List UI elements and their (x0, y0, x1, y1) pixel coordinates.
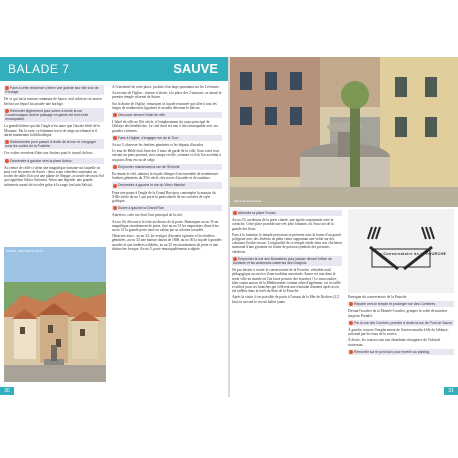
body-paragraph (112, 172, 222, 180)
route-instruction (348, 301, 454, 307)
paragraph-text: Découvrir devant l'hôtel de ville. (118, 113, 166, 118)
paragraph-text: Observez aussi : au no 34, les vestiges d'arcades ogivales et les fenêtres géminées, au no 32 une maison datant de 1868, au no 30 la façade à grandes arcades et aux fenêtres trilobées, au no 25 un encadrement de porte et une distinctive fresque. Au no 5, porte remarquablement sculptée. (112, 234, 222, 251)
right-page (230, 57, 458, 397)
route-instruction (348, 349, 454, 355)
paragraph-text: Emprunter la rue des Bonnetiers pour passer devant l'office de tourisme et les anciennes casernes des Dragons. (233, 256, 332, 266)
route-instruction (348, 320, 454, 326)
body-paragraph (112, 91, 222, 99)
left-page (0, 57, 228, 397)
town-title: SAUVE (173, 61, 218, 76)
paragraph-text: Descendre à gauche la rue du Vieux Marché. (118, 183, 186, 188)
body-paragraph (112, 143, 222, 147)
paragraph-text: Descendre à gauche vers la place Astruc. (10, 158, 73, 163)
body-paragraph (4, 151, 104, 155)
body-paragraph (112, 149, 222, 162)
paragraph-text: Par la rue des Combes, prendre à droite la rue de Pont de Sauve. (354, 320, 453, 325)
paragraph-text: Repartir vers le temple et prolonger rue des Cornières. (354, 302, 436, 307)
body-paragraph (4, 97, 104, 105)
route-instruction (4, 85, 104, 95)
paragraph-text: De ce qui fut la maison commune de Sauve, seul subsiste cet ancien beffroi sur lequel fut ajoutée une horloge. (4, 97, 102, 106)
route-instruction (4, 158, 104, 164)
body-paragraph (112, 234, 222, 251)
paragraph-text: Devant l'escalier de la Montée-Cavalier, grimper la volée de marches jusqu'au Portalet. (348, 309, 448, 318)
paragraph-text: Autrefois, cette rue était l'axe principal de la cité. (112, 213, 183, 218)
paragraph-text: Sur la droite de l'église, remarquer la façade restaurée qui offre à tous les étages de nombreuses figurines et arcades décorant le balcon. (112, 101, 217, 110)
paragraph-text: Ne pas hésiter à visiter le conservatoire de la Fourche, véritable outil pédagogique au service d'une tradition ancestrale. Sauve est non dans la seule ville au monde où l'on fasse pousser des fourches ! Le micocoulier, bien connu autour de la Méditerranée comme arbre d'agrément, est ici taillé et utilisé pour ses branches qui s'élèvent une trentaine d'années après avoir été taillées dans la forêt du Bois de la Fourche. (232, 268, 341, 294)
pin-icon (5, 159, 9, 163)
route-instruction (112, 112, 222, 118)
paragraph-text: À gauche, trouver l'emplacement de l'ancien moulin à blé de l'abbaye, actionné par les eaux de la source. (348, 328, 449, 337)
paragraph-text: Face à l'église, s'engager rue de la Tour. (118, 135, 179, 140)
paragraph-text: Redescendre pour passer à droite de la tour et s'engager sous les voûtes de la Fusterie. (5, 140, 96, 149)
book-spread (0, 57, 458, 397)
left-column-1 (4, 85, 104, 245)
paragraph-text: Après la visite, il est possible de partir à l'assaut de la Mer de Rochers (2,5 km) en suivant le circuit balisé jaune. (232, 295, 340, 304)
route-instruction (4, 139, 104, 149)
paragraph-text: Au no 10, au-dessus de la porte cintrée, une agrafe surprenante orne la corniche. Cette place possède une très jolie fontaine, où l'eau sort de la gueule des lions. (232, 218, 334, 231)
paragraph-text: Remonter sur le pont tous pour revenir au parking. (354, 349, 430, 354)
body-paragraph (348, 309, 454, 317)
paragraph-text: Au niveau de l'église : tourner à droite, à la place des 2 maisons, se situait le premier temple réformé de Sauve. (112, 91, 222, 100)
route-instruction (232, 256, 342, 266)
paragraph-text: Le tour de Hilde était l'une des 3 tours de garde de la ville. Sous votre tour existait un puits profond, avec rampe en tôle, ceinture et d'où l'on accédait à un point d'eau en cas de siège. (112, 149, 221, 162)
route-instruction (112, 182, 222, 188)
fourche-sign-photo (348, 209, 454, 293)
left-photo-caption: SAUVE, LES VIEUX TOITS (6, 249, 43, 253)
paragraph-text: Enseigne du conservatoire de la Fourche (348, 295, 407, 299)
right-column-2 (348, 295, 454, 395)
paragraph-text: À l'extrémité de cette place, profiter d'un large panorama sur les Cévennes. (112, 85, 220, 89)
body-paragraph (112, 85, 222, 89)
pin-icon (113, 206, 117, 210)
left-page-number: 30 (0, 387, 14, 395)
paragraph-text: Faire une pause à l'angle de la Grand Rue pour contempler la maison du XIIIe siècle du no 1 qui porte la particularité de ses croisées de style gothique. (112, 190, 216, 204)
body-paragraph (232, 268, 342, 293)
body-paragraph (4, 124, 104, 137)
body-paragraph (348, 295, 454, 299)
paragraph-text: En tenant le côté, admirer la façade lithique d'un ensemble de nombreuses fenêtres géminées du XVe siècle, des traces d'arcades et de rondeurs. (112, 172, 219, 181)
body-paragraph (4, 166, 104, 187)
pin-icon (349, 302, 353, 306)
body-paragraph (112, 120, 222, 133)
body-paragraph (232, 295, 342, 303)
paragraph-text: Ces voûtes servaient d'abri aux fustiers pour le travail du bois. (4, 151, 94, 156)
paragraph-text: Au no 46, découvrir la frise au-dessus de la porte. Remarquer au no 35 un magnifique encadrement de porte, face au no 33 les empreintes d'une frise, au no 31 la grande porte mise en valeur par sa colonne torsadée. (112, 219, 220, 233)
pin-icon (113, 184, 117, 188)
paragraph-text: Atteindre la place Florian. (238, 211, 277, 215)
paragraph-text: Face à cette résidence s'élève une grande tour dite tour de l'Horloge. (5, 86, 99, 95)
body-paragraph (112, 213, 222, 217)
pin-icon (113, 136, 117, 140)
right-column-1 (232, 210, 342, 392)
paragraph-text: Face à la fontaine, le temple protestant se présente sous la forme d'un grand polygone avec des fenêtres en plein cintre supportant une voûte sur des colonnes d'ordre toscan. L'originalité de ce temple réside dans son clocheton surmonté d'une girouette en forme de poisson symbole des premiers chrétiens. (232, 232, 342, 254)
paragraph-text: Au no 3, observer les fenêtres géminées et les départs d'arcades. (112, 143, 205, 148)
body-paragraph (112, 191, 222, 204)
paragraph-text: Remonter légèrement pour suivre à droite la rue Coudenousque dont le passage en galets est tout à fait remarquable. (5, 108, 88, 122)
village-photo (4, 247, 106, 382)
paragraph-text: La grande bâtisse qui fait l'angle n'est autre que l'ancien hôtel de la Monnaie. Par la suite, ce bâtiment servit de siège au tribunal et il abrite maintenant la bibliothèque. (4, 124, 100, 137)
body-paragraph (232, 218, 342, 231)
pin-icon (233, 211, 237, 215)
pin-icon (349, 350, 353, 354)
route-instruction (112, 135, 222, 141)
body-paragraph (112, 220, 222, 233)
paragraph-text: À droite, les sources sont une abondante résurgence du Vidourle souterrain. (348, 338, 441, 347)
fountain-photo (230, 57, 458, 207)
sign-text: Le Conservatoire de la FOURCHE (377, 252, 447, 256)
paragraph-text: Emprunter maintenant la rue de l'Évêché. (118, 164, 181, 169)
right-page-number: 31 (444, 387, 458, 395)
body-paragraph (348, 338, 454, 346)
pin-icon (113, 165, 117, 169)
right-photo-caption: Place de la Fontaine (234, 199, 262, 203)
route-instruction (232, 210, 342, 216)
route-instruction (4, 108, 104, 123)
route-instruction (112, 205, 222, 211)
body-paragraph (232, 233, 342, 254)
body-paragraph (112, 102, 222, 110)
left-column-2 (112, 85, 222, 385)
pin-icon (113, 113, 117, 117)
paragraph-text: Au centre de celle-ci trône une magnifique fontaine sur laquelle on peut voir les armes de Sauve : deux tours crénelées soutenant un rocher de sable d'où sort une plante de Slangie, accostée des mots Sal qui signifient Salvia Salvatrix. Selon une légende, une grande infirmerie aurait été accolée grâce à la sauge (en latin Salvia). (4, 165, 104, 187)
body-paragraph (348, 328, 454, 336)
paragraph-text: Suivre à gauche la Grand Rue. (118, 206, 165, 211)
pin-icon (349, 321, 353, 325)
paragraph-text: L'hôtel de ville au XIe siècle, à l'emplacement du corps principal de l'abbaye des bénédictins. Le côté droit est tout à fait remarquable avec ses grandes colonnes. (112, 120, 219, 133)
route-title: BALADE 7 (8, 62, 70, 76)
route-header (0, 57, 228, 81)
route-instruction (112, 164, 222, 170)
